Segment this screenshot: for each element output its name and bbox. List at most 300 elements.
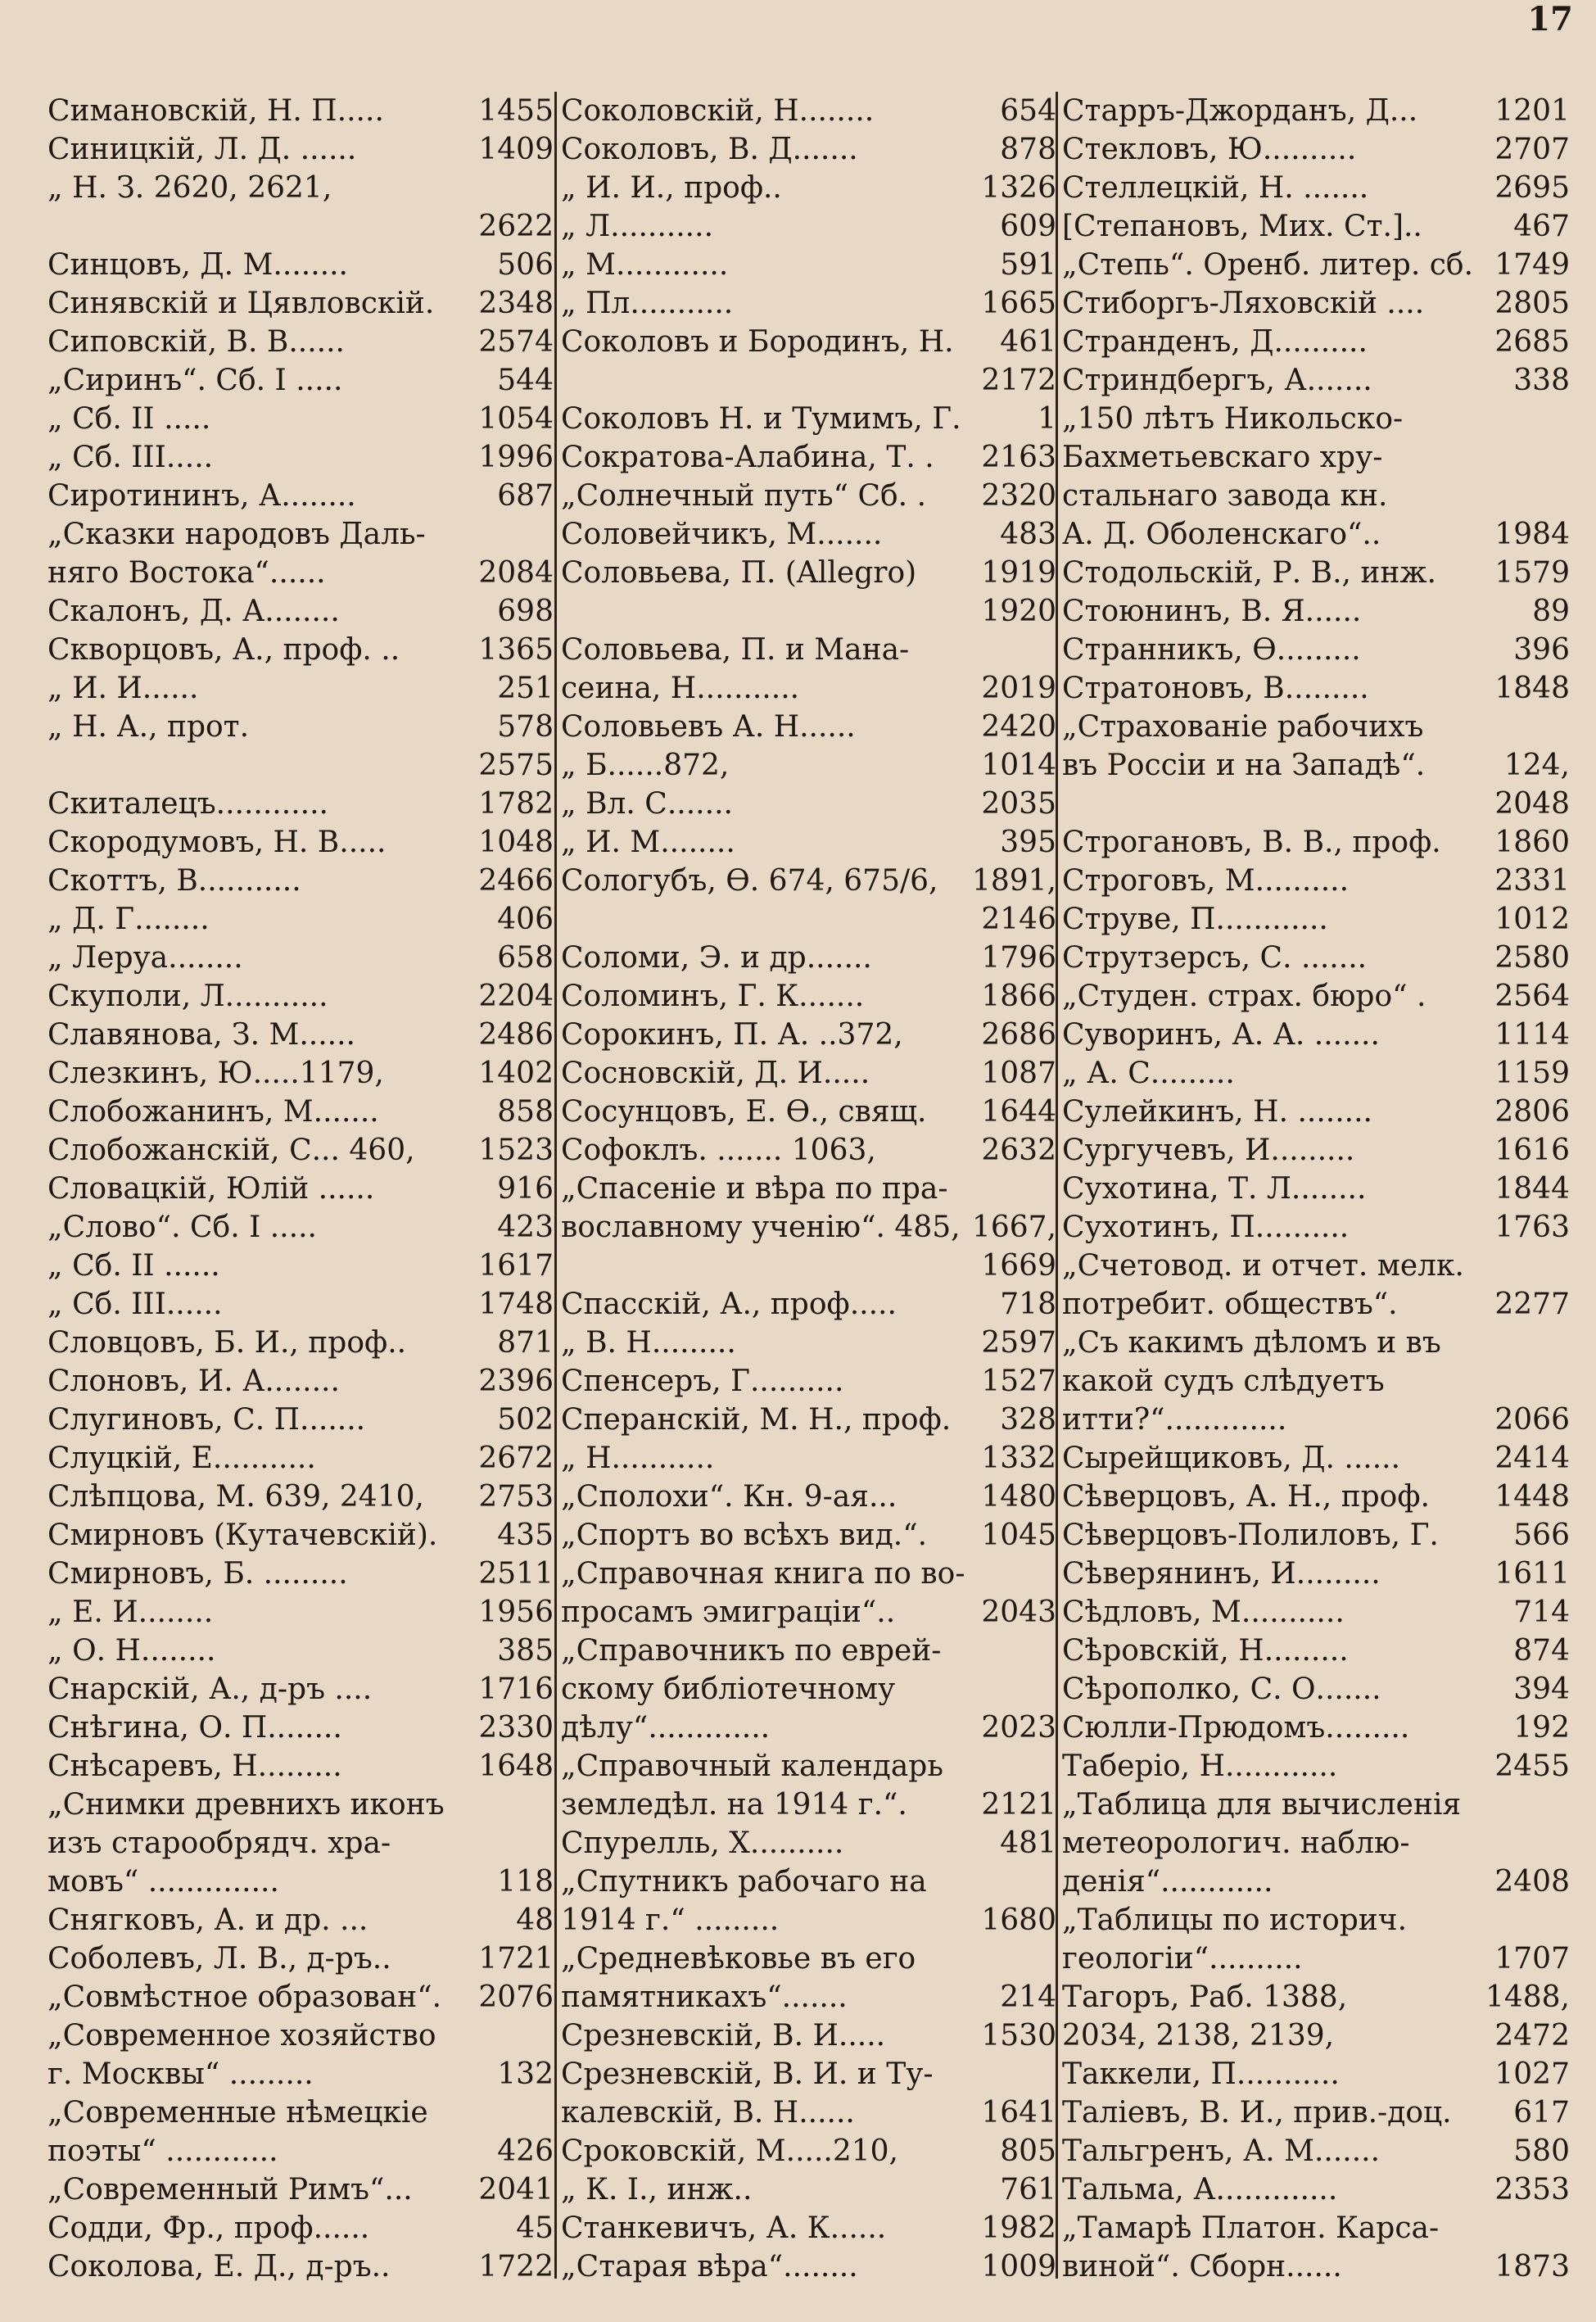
entry-name: Спурелль, Х..........	[561, 1826, 844, 1860]
index-entry	[47, 130, 554, 169]
index-entry	[1062, 1401, 1570, 1439]
entry-number: 467	[1513, 210, 1570, 243]
index-entry	[47, 862, 554, 900]
index-entry	[1062, 785, 1570, 823]
entry-number: 251	[497, 672, 554, 705]
entry-number: 48	[516, 1903, 554, 1937]
entry-number: 1409	[478, 133, 554, 166]
index-entry	[1062, 2093, 1570, 2132]
index-entry	[561, 2209, 1056, 2247]
index-entry	[1062, 1940, 1570, 1978]
entry-name: Смирновъ (Кутачевскій).	[47, 1519, 438, 1552]
index-entry	[1062, 1824, 1570, 1863]
index-entry	[47, 1824, 554, 1863]
entry-number: 1749	[1494, 248, 1570, 282]
entry-name: „Студен. страх. бюро“ .	[1062, 980, 1426, 1013]
entry-name: Сперанскій, М. Н., проф.	[561, 1403, 952, 1437]
entry-number: 2043	[981, 1596, 1056, 1629]
entry-name: Срезневскій, В. И. и Ту-	[561, 2057, 934, 2091]
entry-number: 2455	[1494, 1749, 1570, 1783]
entry-name: А. Д. Оболенскаго“..	[1062, 518, 1381, 551]
entry-number: 1956	[478, 1596, 554, 1629]
entry-number: 2686	[981, 1018, 1056, 1052]
index-entry	[1062, 1478, 1570, 1516]
entry-number: 2564	[1494, 980, 1570, 1013]
entry-number: 2048	[1494, 787, 1570, 821]
index-entry	[561, 1247, 1056, 1285]
index-entry	[1062, 1709, 1570, 1747]
entry-name: Сосунцовъ, Е. Ѳ., свящ.	[561, 1095, 927, 1129]
entry-number: 1048	[478, 826, 554, 859]
entry-name: Сиповскій, В. В......	[47, 325, 345, 359]
index-entry	[47, 207, 554, 246]
entry-name: Таліевъ, В. И., прив.-доц.	[1062, 2096, 1452, 2130]
entry-number: 2204	[478, 980, 554, 1013]
entry-number: 617	[1513, 2096, 1570, 2130]
entry-number: 1891,	[971, 864, 1056, 898]
entry-number: 1114	[1494, 1018, 1570, 1052]
entry-number: 2574	[478, 325, 554, 359]
entry-number: 1796	[981, 941, 1056, 975]
entry-number: 1848	[1494, 672, 1570, 705]
entry-name: въ Россіи и на Западѣ“.	[1062, 749, 1426, 782]
entry-number: 1448	[1494, 1480, 1570, 1514]
index-entry	[47, 1324, 554, 1362]
entry-name: Скоттъ, В...........	[47, 864, 301, 898]
entry-number: 1707	[1494, 1942, 1570, 1976]
entry-name: „Сказки народовъ Даль-	[47, 518, 426, 551]
index-entry	[47, 823, 554, 862]
entry-number: 1480	[981, 1480, 1056, 1514]
entry-name: „Тамарѣ Платон. Карса-	[1062, 2211, 1440, 2245]
index-entry	[47, 169, 554, 207]
entry-number: 1648	[478, 1749, 554, 1783]
index-entry	[1062, 2132, 1570, 2170]
entry-number: 714	[1513, 1596, 1570, 1629]
entry-name: „ Сб. III.....	[47, 441, 214, 474]
entry-name: „ М............	[561, 248, 729, 282]
index-entry	[47, 1131, 554, 1170]
entry-name: дѣлу“.............	[561, 1711, 771, 1745]
entry-number: 609	[1000, 210, 1056, 243]
entry-number: 805	[1000, 2134, 1056, 2168]
entry-number: 1488,	[1485, 1980, 1570, 2014]
index-entry	[1062, 2247, 1570, 2286]
entry-name: скому библіотечному	[561, 1672, 896, 1706]
index-entry	[561, 400, 1056, 438]
index-entry	[561, 323, 1056, 361]
index-entry	[47, 1593, 554, 1632]
entry-number: 2753	[478, 1480, 554, 1514]
entry-name: Сѣверцовъ, А. Н., проф.	[1062, 1480, 1430, 1514]
entry-name: Снѣсаревъ, Н.........	[47, 1749, 342, 1783]
entry-number: 2146	[981, 903, 1056, 936]
index-entry	[1062, 438, 1570, 477]
index-entry	[1062, 1863, 1570, 1901]
entry-number: 544	[497, 364, 554, 397]
entry-name: „Спутникъ рабочаго на	[561, 1865, 927, 1899]
entry-number: 1984	[1494, 518, 1570, 551]
entry-name: Словацкій, Юлій ......	[47, 1172, 375, 1206]
entry-name: „ Вл. С.......	[561, 787, 733, 821]
entry-name: Соломи, Э. и др.......	[561, 941, 872, 975]
index-entry	[1062, 2170, 1570, 2209]
entry-number: 2330	[478, 1711, 554, 1745]
entry-name: „ А. С.........	[1062, 1057, 1235, 1090]
entry-number: 1680	[981, 1903, 1056, 1937]
entry-name: „Солнечный путь“ Сб. .	[561, 479, 927, 513]
index-entry	[47, 785, 554, 823]
entry-name: Сухотина, Т. Л........	[1062, 1172, 1367, 1206]
index-entry	[47, 2170, 554, 2209]
entry-number: 1014	[981, 749, 1056, 782]
index-entry	[47, 1478, 554, 1516]
index-entry	[561, 1901, 1056, 1940]
index-entry	[1062, 1362, 1570, 1401]
index-entry	[47, 1170, 554, 1208]
index-entry	[47, 1516, 554, 1555]
entry-name: Сургучевъ, И.........	[1062, 1134, 1355, 1167]
index-entry	[1062, 477, 1570, 515]
entry-name: Струтзерсъ, С. .......	[1062, 941, 1368, 975]
entry-name: Сѣрополко, С. О.......	[1062, 1672, 1381, 1706]
index-entry	[561, 1362, 1056, 1401]
index-entry	[47, 1863, 554, 1901]
entry-name: „ В. Н.........	[561, 1326, 736, 1360]
entry-name: „ Леруа........	[47, 941, 243, 975]
index-entry	[1062, 169, 1570, 207]
entry-number: 1530	[981, 2019, 1056, 2053]
index-entry	[47, 246, 554, 284]
entry-number: 1054	[478, 402, 554, 436]
index-entry	[561, 554, 1056, 592]
entry-name: „Страхованіе рабочихъ	[1062, 710, 1424, 744]
index-entry	[1062, 1516, 1570, 1555]
index-entry	[47, 1401, 554, 1439]
index-entry	[1062, 708, 1570, 746]
index-entry	[561, 785, 1056, 823]
index-entry	[561, 1324, 1056, 1362]
entry-name: Спенсеръ, Г..........	[561, 1365, 844, 1398]
index-entry	[561, 438, 1056, 477]
index-entry	[561, 1439, 1056, 1478]
index-entry	[561, 708, 1056, 746]
index-entry	[1062, 515, 1570, 554]
index-entry	[1062, 1978, 1570, 2016]
entry-name: „Счетовод. и отчет. мелк.	[1062, 1249, 1464, 1283]
entry-number: 687	[497, 479, 554, 513]
entry-name: Таберіо, Н............	[1062, 1749, 1338, 1783]
index-entry	[47, 438, 554, 477]
entry-name: Сѣдловъ, М...........	[1062, 1596, 1345, 1629]
entry-name: „ И. И., проф..	[561, 171, 782, 205]
index-entry	[561, 1093, 1056, 1131]
entry-name: Старръ-Джорданъ, Д...	[1062, 94, 1418, 128]
entry-name: „Совмѣстное образован“.	[47, 1980, 442, 2014]
entry-number: 483	[1000, 518, 1056, 551]
index-entry	[561, 1131, 1056, 1170]
entry-number: 580	[1513, 2134, 1570, 2168]
entry-name: Сосновскій, Д. И.....	[561, 1057, 870, 1090]
entry-name: Синицкій, Л. Д. ......	[47, 133, 357, 166]
index-entry	[561, 1478, 1056, 1516]
entry-name: Сырейщиковъ, Д. ......	[1062, 1442, 1401, 1475]
entry-name: Строгановъ, В. В., проф.	[1062, 826, 1441, 859]
index-entry	[47, 2247, 554, 2286]
index-entry	[1062, 631, 1570, 669]
index-entry	[561, 900, 1056, 939]
entry-name: Сроковскій, М.....210,	[561, 2134, 898, 2168]
index-entry	[47, 1632, 554, 1670]
entry-name: г. Москвы“ .........	[47, 2057, 314, 2091]
index-entry	[1062, 862, 1570, 900]
entry-number: 396	[1513, 633, 1570, 667]
entry-number: 1201	[1494, 94, 1570, 128]
entry-number: 2320	[981, 479, 1056, 513]
entry-number: 2066	[1494, 1403, 1570, 1437]
index-entry	[1062, 246, 1570, 284]
entry-number: 2420	[981, 710, 1056, 744]
index-entry	[47, 1978, 554, 2016]
entry-name: „ О. Н........	[47, 1634, 216, 1668]
index-entry	[1062, 92, 1570, 130]
index-entry	[47, 1747, 554, 1786]
entry-number: 426	[497, 2134, 554, 2168]
column-divider	[554, 92, 557, 2279]
entry-name: Сократова-Алабина, Т. .	[561, 441, 934, 474]
index-entry	[1062, 1131, 1570, 1170]
index-entry	[47, 1362, 554, 1401]
index-entry	[47, 708, 554, 746]
entry-name: Соколова, Е. Д., д-ръ..	[47, 2250, 391, 2284]
index-entry	[1062, 207, 1570, 246]
entry-name: Струве, П............	[1062, 903, 1328, 936]
index-entry	[1062, 939, 1570, 977]
entry-number: 2486	[478, 1018, 554, 1052]
entry-number: 1326	[981, 171, 1056, 205]
entry-name: Странденъ, Д..........	[1062, 325, 1368, 359]
entry-name: „ Пл...........	[561, 287, 734, 320]
index-entry	[561, 592, 1056, 631]
entry-number: 2277	[1494, 1288, 1570, 1321]
entry-name: „ Н. А., прот.	[47, 710, 250, 744]
entry-number: 878	[1000, 133, 1056, 166]
index-entry	[561, 1285, 1056, 1324]
entry-number: 395	[1000, 826, 1056, 859]
index-entry	[1062, 1747, 1570, 1786]
entry-number: 2707	[1494, 133, 1570, 166]
entry-number: 461	[1000, 325, 1056, 359]
index-entry	[561, 130, 1056, 169]
entry-number: 2575	[478, 749, 554, 782]
index-entry	[561, 515, 1056, 554]
entry-name: „ Л...........	[561, 210, 714, 243]
entry-name: Скворцовъ, А., проф. ..	[47, 633, 400, 667]
entry-number: 1	[1038, 402, 1056, 436]
entry-number: 406	[497, 903, 554, 936]
entry-number: 481	[1000, 1826, 1056, 1860]
index-entry	[1062, 361, 1570, 400]
entry-number: 506	[497, 248, 554, 282]
index-entry	[1062, 2055, 1570, 2093]
entry-number: 214	[1000, 1980, 1056, 2014]
entry-name: „Сполохи“. Кн. 9-ая...	[561, 1480, 897, 1514]
index-entry	[47, 92, 554, 130]
index-entry	[1062, 977, 1570, 1016]
entry-name: Симановскій, Н. П.....	[47, 94, 384, 128]
index-entry	[561, 1632, 1056, 1670]
entry-number: 761	[1000, 2173, 1056, 2207]
index-entry	[561, 361, 1056, 400]
index-entry	[47, 1901, 554, 1940]
entry-name: „Степь“. Оренб. литер. сб.	[1062, 248, 1474, 282]
entry-number: 1873	[1494, 2250, 1570, 2284]
index-entry	[1062, 1555, 1570, 1593]
entry-name: „Спортъ во всѣхъ вид.“.	[561, 1519, 928, 1552]
entry-name: Сорокинъ, П. А. ..372,	[561, 1018, 903, 1052]
entry-name: Стиборгъ-Ляховскій ....	[1062, 287, 1425, 320]
index-entry	[47, 284, 554, 323]
entry-number: 1009	[981, 2250, 1056, 2284]
entry-number: 2806	[1494, 1095, 1570, 1129]
entry-name: „Современное хозяйство	[47, 2019, 436, 2053]
index-entry	[561, 1940, 1056, 1978]
entry-number: 1919	[981, 556, 1056, 590]
entry-name: Софоклъ. ....... 1063,	[561, 1134, 876, 1167]
index-entry	[1062, 1786, 1570, 1824]
index-entry	[561, 1016, 1056, 1054]
index-entry	[47, 2016, 554, 2055]
index-entry	[1062, 1324, 1570, 1362]
index-entry	[47, 477, 554, 515]
entry-name: Слобожанскій, С... 460,	[47, 1134, 415, 1167]
index-entry	[561, 977, 1056, 1016]
entry-number: 385	[497, 1634, 554, 1668]
entry-number: 338	[1513, 364, 1570, 397]
entry-number: 1332	[981, 1442, 1056, 1475]
entry-number: 2035	[981, 787, 1056, 821]
index-entry	[561, 1170, 1056, 1208]
index-entry	[1062, 1016, 1570, 1054]
entry-name: Словцовъ, Б. И., проф..	[47, 1326, 407, 1360]
entry-name: метеорологич. наблю-	[1062, 1826, 1410, 1860]
entry-number: 2695	[1494, 171, 1570, 205]
index-entry	[47, 1285, 554, 1324]
entry-name: „Справочная книга по во-	[561, 1557, 965, 1591]
page-number: 17	[1527, 0, 1573, 38]
index-entry	[47, 361, 554, 400]
entry-number: 698	[497, 595, 554, 628]
entry-name: Сюлли-Прюдомъ.........	[1062, 1711, 1410, 1745]
entry-name: Соколовъ и Бородинъ, Н.	[561, 325, 954, 359]
entry-number: 2580	[1494, 941, 1570, 975]
index-entry	[47, 2055, 554, 2093]
entry-name: Сѣверянинъ, И.........	[1062, 1557, 1381, 1591]
entry-name: Сѣверцовъ-Полиловъ, Г.	[1062, 1519, 1439, 1552]
index-entry	[47, 1016, 554, 1054]
index-entry	[1062, 1285, 1570, 1324]
entry-name: калевскій, В. Н......	[561, 2096, 855, 2130]
entry-number: 1617	[478, 1249, 554, 1283]
index-entry	[561, 669, 1056, 708]
index-entry	[1062, 592, 1570, 631]
index-entry	[561, 246, 1056, 284]
entry-number: 858	[497, 1095, 554, 1129]
index-entry	[561, 2055, 1056, 2093]
entry-name: какой судъ слѣдуетъ	[1062, 1365, 1385, 1398]
index-entry	[1062, 669, 1570, 708]
entry-name: Бахметьевскаго хру-	[1062, 441, 1383, 474]
entry-number: 1763	[1494, 1211, 1570, 1244]
entry-name: Строговъ, М..........	[1062, 864, 1350, 898]
index-column-1	[47, 92, 554, 2286]
index-entry	[47, 900, 554, 939]
index-entry	[1062, 746, 1570, 785]
entry-number: 132	[497, 2057, 554, 2091]
index-entry	[561, 169, 1056, 207]
index-entry	[47, 1670, 554, 1709]
entry-number: 1159	[1494, 1057, 1570, 1090]
entry-number: 328	[1000, 1403, 1056, 1437]
entry-name: „Сиринъ“. Сб. І .....	[47, 364, 343, 397]
entry-name: Соловьевъ А. Н......	[561, 710, 856, 744]
entry-number: 2331	[1494, 864, 1570, 898]
entry-number: 2414	[1494, 1442, 1570, 1475]
entry-number: 394	[1513, 1672, 1570, 1706]
entry-name: Снарскій, А., д-ръ ....	[47, 1672, 373, 1706]
entry-name: Скалонъ, Д. А........	[47, 595, 340, 628]
entry-name: Соколовскій, Н........	[561, 94, 875, 128]
entry-name: Слобожанинъ, М.......	[47, 1095, 379, 1129]
entry-name: Стекловъ, Ю..........	[1062, 133, 1357, 166]
entry-name: Таккели, П...........	[1062, 2057, 1340, 2091]
entry-name: Станкевичъ, А. К......	[561, 2211, 887, 2245]
entry-name: мовъ“ ..............	[47, 1865, 279, 1899]
entry-number: 1748	[478, 1288, 554, 1321]
entry-name: Стриндбергъ, А.......	[1062, 364, 1372, 397]
index-entry	[561, 1208, 1056, 1247]
index-entry	[561, 2016, 1056, 2055]
entry-number: 1782	[478, 787, 554, 821]
entry-name: „ И. И......	[47, 672, 199, 705]
entry-number: 118	[497, 1865, 554, 1899]
entry-number: 1579	[1494, 556, 1570, 590]
entry-number: 658	[497, 941, 554, 975]
entry-number: 1667,	[971, 1211, 1056, 1244]
entry-name: Снѣгина, О. П........	[47, 1711, 342, 1745]
entry-name: Сулейкинъ, Н. ........	[1062, 1095, 1373, 1129]
index-entry	[561, 823, 1056, 862]
index-entry	[47, 2132, 554, 2170]
index-entry	[561, 631, 1056, 669]
entry-name: Соболевъ, Л. В., д-ръ..	[47, 1942, 391, 1976]
entry-number: 1716	[478, 1672, 554, 1706]
entry-number: 1087	[981, 1057, 1056, 1090]
entry-name: денія“............	[1062, 1865, 1273, 1899]
index-entry	[47, 1208, 554, 1247]
index-entry	[47, 2093, 554, 2132]
entry-number: 1844	[1494, 1172, 1570, 1206]
entry-number: 1669	[981, 1249, 1056, 1283]
entry-name: Стоюнинъ, В. Я......	[1062, 595, 1362, 628]
entry-name: Сологубъ, Ѳ. 674, 675/6,	[561, 864, 938, 898]
index-entry	[1062, 1593, 1570, 1632]
entry-number: 2672	[478, 1442, 554, 1475]
entry-number: 2396	[478, 1365, 554, 1398]
index-entry	[561, 1978, 1056, 2016]
index-entry	[1062, 323, 1570, 361]
entry-name: Стеллецкій, Н. .......	[1062, 171, 1369, 205]
